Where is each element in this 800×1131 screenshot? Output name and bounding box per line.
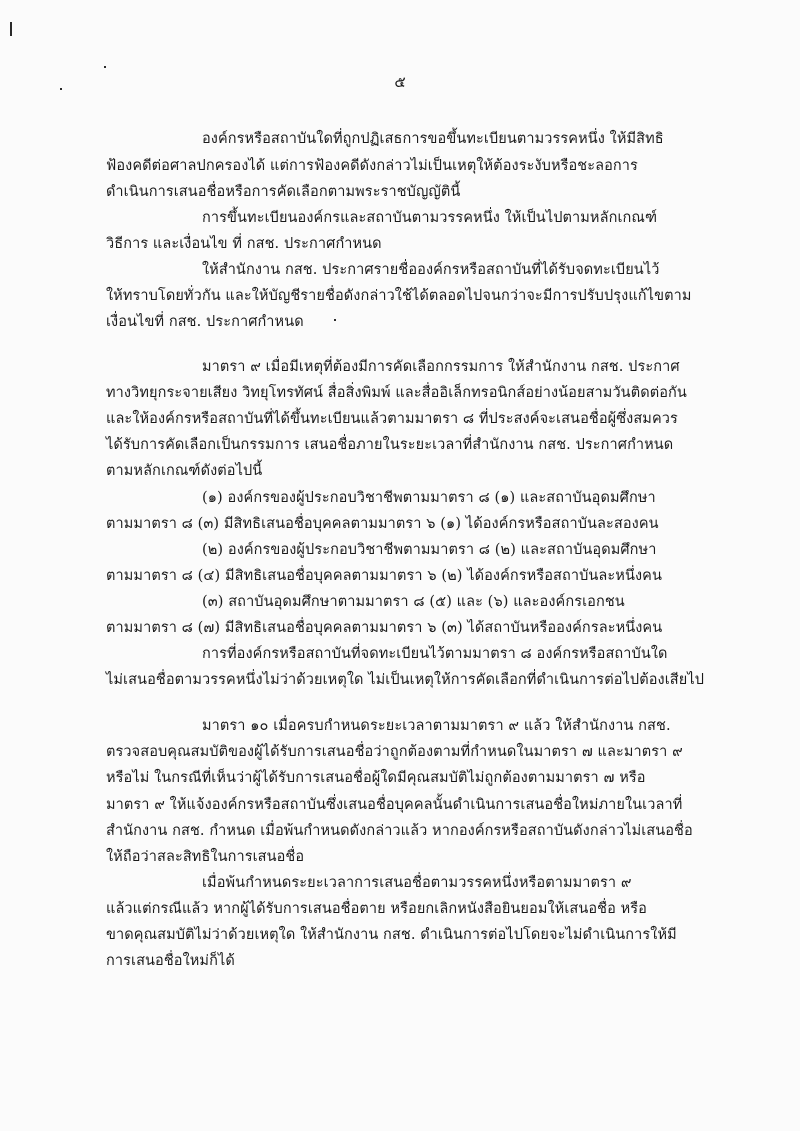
text-line: การที่องค์กรหรือสถาบันที่จดทะเบียนไว้ตามมาตรา ๘ องค์กรหรือสถาบันใด (202, 646, 668, 662)
text-line: ทางวิทยุกระจายเสียง วิทยุโทรทัศน์ สื่อสิ่งพิมพ์ และสื่ออิเล็กทรอนิกส์อย่างน้อยสามวันติดต่อกัน (106, 385, 687, 401)
text-line: ตามหลักเกณฑ์ดังต่อไปนี้ (106, 463, 263, 479)
text-line: ขาดคุณสมบัติไม่ว่าด้วยเหตุใด ให้สำนักงาน กสช. ดำเนินการต่อไปโดยจะไม่ดำเนินการให้มี (106, 927, 677, 943)
text-line: ฟ้องคดีต่อศาลปกครองได้ แต่การฟ้องคดีดังกล่าวไม่เป็นเหตุให้ต้องระงับหรือชะลอการ (106, 158, 638, 174)
text-line: ตามมาตรา ๘ (๓) มีสิทธิเสนอชื่อบุคคลตามมาตรา ๖ (๑) ได้องค์กรหรือสถาบันละสองคน (106, 516, 659, 532)
text-line: หรือไม่ ในกรณีที่เห็นว่าผู้ได้รับการเสนอชื่อผู้ใดมีคุณสมบัติไม่ถูกต้องตามมาตรา ๗ หรือ (106, 770, 646, 786)
text-line: (๑) องค์กรของผู้ประกอบวิชาชีพตามมาตรา ๘ (๑) และสถาบันอุดมศึกษา (202, 490, 656, 506)
text-line: ตรวจสอบคุณสมบัติของผู้ได้รับการเสนอชื่อว่าถูกต้องตามที่กำหนดในมาตรา ๗ และมาตรา ๙ (106, 744, 683, 760)
text-line: (๒) องค์กรของผู้ประกอบวิชาชีพตามมาตรา ๘ (๒) และสถาบันอุดมศึกษา (202, 542, 657, 558)
text-line: วิธีการ และเงื่อนไข ที่ กสช. ประกาศกำหนด (106, 236, 382, 252)
text-line: ให้สำนักงาน กสช. ประกาศรายชื่อองค์กรหรือสถาบันที่ได้รับจดทะเบียนไว้ (202, 262, 660, 278)
text-line: องค์กรหรือสถาบันใดที่ถูกปฏิเสธการขอขึ้นทะเบียนตามวรรคหนึ่ง ให้มีสิทธิ (202, 131, 664, 147)
text-line: มาตรา ๙ ให้แจ้งองค์กรหรือสถาบันซึ่งเสนอชื่อบุคคลนั้นดำเนินการเสนอชื่อใหม่ภายในเวลาที่ (106, 797, 683, 813)
text-line: แล้วแต่กรณีแล้ว หากผู้ได้รับการเสนอชื่อตาย หรือยกเลิกหนังสือยินยอมให้เสนอชื่อ หรือ (106, 901, 647, 917)
text-line: ตามมาตรา ๘ (๗) มีสิทธิเสนอชื่อบุคคลตามมาตรา ๖ (๓) ได้สถาบันหรือองค์กรละหนึ่งคน (106, 620, 663, 636)
scan-dust-mark (104, 66, 106, 68)
scan-dust-mark (334, 319, 336, 321)
text-line: การเสนอชื่อใหม่ก็ได้ (106, 953, 235, 969)
text-line: ได้รับการคัดเลือกเป็นกรรมการ เสนอชื่อภายในระยะเวลาที่สำนักงาน กสช. ประกาศกำหนด (106, 437, 674, 453)
text-line: ให้ถือว่าสละสิทธิในการเสนอชื่อ (106, 849, 305, 865)
text-line: สำนักงาน กสช. กำหนด เมื่อพ้นกำหนดดังกล่าวแล้ว หากองค์กรหรือสถาบันดังกล่าวไม่เสนอชื่อ (106, 823, 693, 839)
text-line: ดำเนินการเสนอชื่อหรือการคัดเลือกตามพระราชบัญญัตินี้ (106, 184, 461, 200)
text-line: เงื่อนไขที่ กสช. ประกาศกำหนด (106, 314, 304, 330)
text-line: เมื่อพ้นกำหนดระยะเวลาการเสนอชื่อตามวรรคหนึ่งหรือตามมาตรา ๙ (202, 875, 632, 891)
text-line: มาตรา ๙ เมื่อมีเหตุที่ต้องมีการคัดเลือกกรรมการ ให้สำนักงาน กสช. ประกาศ (202, 359, 680, 375)
text-line: และให้องค์กรหรือสถาบันที่ได้ขึ้นทะเบียนแล้วตามมาตรา ๘ ที่ประสงค์จะเสนอชื่อผู้ซึ่งสมควร (106, 411, 678, 427)
text-line: (๓) สถาบันอุดมศึกษาตามมาตรา ๘ (๕) และ (๖) และองค์กรเอกชน (202, 594, 625, 610)
text-line: ให้ทราบโดยทั่วกัน และให้บัญชีรายชื่อดังกล่าวใช้ได้ตลอดไปจนกว่าจะมีการปรับปรุงแก้ไขตาม (106, 288, 692, 304)
text-line: มาตรา ๑๐ เมื่อครบกำหนดระยะเวลาตามมาตรา ๙ แล้ว ให้สำนักงาน กสช. (202, 718, 671, 734)
text-line: ตามมาตรา ๘ (๔) มีสิทธิเสนอชื่อบุคคลตามมาตรา ๖ (๒) ได้องค์กรหรือสถาบันละหนึ่งคน (106, 568, 662, 584)
page-number: ๕ (394, 73, 406, 91)
text-line: การขึ้นทะเบียนองค์กรและสถาบันตามวรรคหนึ่ง ให้เป็นไปตามหลักเกณฑ์ (202, 210, 658, 226)
scan-edge-mark (10, 22, 12, 36)
text-line: ไม่เสนอชื่อตามวรรคหนึ่งไม่ว่าด้วยเหตุใด ไม่เป็นเหตุให้การคัดเลือกที่ดำเนินการต่อไปต้องเสียไป (106, 672, 705, 688)
